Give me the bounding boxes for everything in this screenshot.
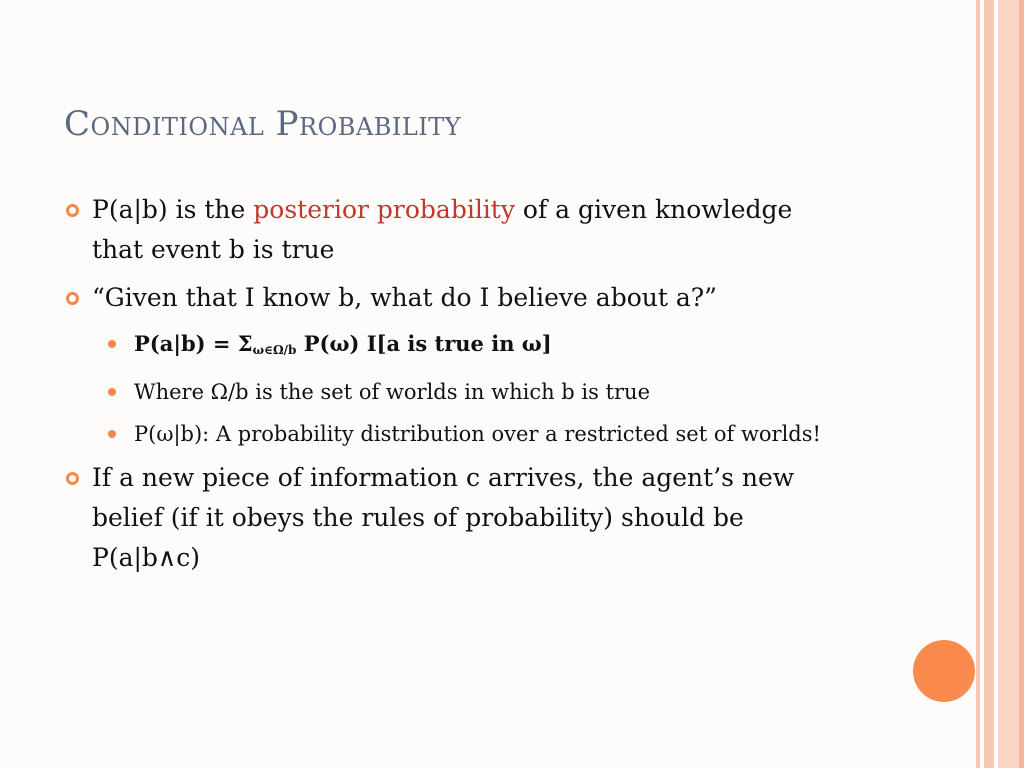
- slide-title: Conditional Probability: [64, 104, 462, 144]
- bullet-item: [64, 190, 824, 270]
- decorative-stripe: [984, 0, 994, 768]
- decorative-stripe: [1019, 0, 1024, 768]
- bullet-dot-icon: [108, 388, 116, 396]
- sub-bullet-text: Where Ω/b is the set of worlds in which b is true: [134, 380, 651, 404]
- bullet-ring-icon: [66, 204, 79, 217]
- decorative-circle: [913, 640, 975, 702]
- bullet-item: [64, 278, 824, 318]
- bullet-text-post: of a given knowledge that event b is true: [92, 195, 793, 264]
- sub-bullet-text: P(ω|b): A probability distribution over a restricted set of worlds!: [134, 422, 821, 446]
- bullet-dot-icon: [108, 340, 116, 348]
- formula-post: P(ω) I[a is true in ω]: [296, 331, 552, 356]
- sub-bullet-item: [64, 374, 824, 410]
- bullet-text-accent: posterior probability: [253, 195, 515, 224]
- bullet-text: If a new piece of information c arrives, the agent’s new belief (if it obeys the rules of probability) should be P(a|b∧c): [92, 463, 795, 572]
- bullet-dot-icon: [108, 430, 116, 438]
- formula-pre: P(a|b) = Σ: [134, 331, 253, 356]
- sub-bullet-item: [64, 326, 824, 368]
- bullet-ring-icon: [66, 472, 79, 485]
- decorative-stripe: [976, 0, 980, 768]
- bullet-item: [64, 458, 824, 578]
- bullet-text: “Given that I know b, what do I believe about a?”: [92, 283, 717, 312]
- sub-bullet-item: [64, 416, 824, 452]
- bullet-ring-icon: [66, 292, 79, 305]
- formula-subscript: ω∈Ω/b: [252, 343, 297, 357]
- bullet-text-pre: P(a|b) is the: [92, 195, 254, 224]
- slide-body: [64, 190, 824, 586]
